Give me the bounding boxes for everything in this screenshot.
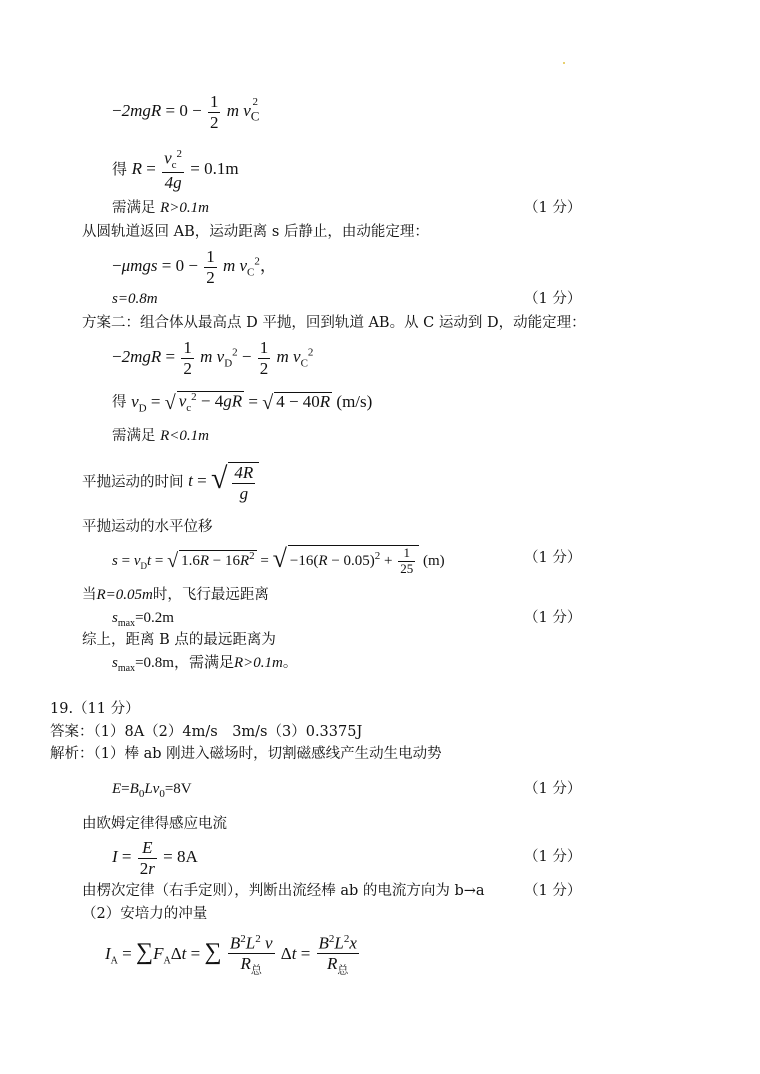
- displacement-formula: $s = v_Dt$ = √ $1.6R - 16R^2$ = √ $-16(R - 0.05)^2$ + $\frac{1}{25}$ (m): [112, 543, 445, 576]
- equation-friction: −μmgs = 0 − $\frac{1}{2}$ m $v_C^2$，: [112, 247, 277, 287]
- condition-lt: R<0.1m: [160, 428, 209, 444]
- lenz-text: 由楞次定律（右手定则），判断出流经棒 ab 的电流方向为 b→a: [82, 883, 485, 899]
- s-unit: (m): [423, 552, 445, 569]
- vd-unit: (m/s): [336, 391, 373, 411]
- score-6: （1 分）: [524, 849, 582, 865]
- time-formula: 平抛运动的时间 t = √ $\frac{4R}{g}$: [82, 462, 259, 503]
- impulse-formula: $I_A = \sum F_A\Delta t$ = ∑ $\frac{B^2L^2 v}{R_总}$ Δt = $\frac{B^2L^2x}{R_总}$: [105, 933, 357, 977]
- scheme-two-text: 方案二：组合体从最高点 D 平抛，回到轨道 AB。从 C 运动到 D，动能定理：: [82, 315, 586, 331]
- stray-mark: [563, 62, 565, 64]
- condition-gt: R>0.1m: [160, 200, 209, 216]
- displacement-text: 平抛运动的水平位移: [82, 519, 213, 535]
- score-2: （1 分）: [524, 291, 582, 307]
- current-formula: I = $\frac{E}{2r}$ = 8A: [112, 838, 198, 878]
- summary-text: 综上，距离 B 点的最远距离为: [82, 632, 276, 648]
- final-a: =0.8m，需满足: [135, 655, 234, 671]
- ohm-text: 由欧姆定律得感应电流: [82, 816, 227, 832]
- need-r-lt: [112, 429, 209, 444]
- result-r-min: 得 R = $\frac{v_c^2}{4g}$ = 0.1m: [112, 148, 239, 192]
- score-5: （1 分）: [524, 781, 582, 797]
- de-label: 得: [112, 160, 128, 179]
- smax-value: $s_{max}=0.2m$: [112, 610, 174, 629]
- emf-formula: $E=B_0Lv_0=8V$: [112, 781, 192, 800]
- s-value: [112, 292, 158, 307]
- q19-answer: 答案：（1）8A（2）4m/s 3m/s（3）0.3375J: [50, 724, 363, 740]
- r-result-value: = 0.1m: [190, 159, 239, 179]
- smax-equals: =0.2m: [135, 610, 174, 626]
- part2-text: （2）安培力的冲量: [82, 906, 208, 922]
- need-label-2: 需满足: [112, 428, 156, 444]
- result-vd: 得 $v_D$ = √ $v_c^2 - 4gR$ = √ 4 − 40R (m/s): [112, 391, 373, 415]
- de-label-2: 得: [112, 394, 127, 411]
- when-label-b: 时，飞行最远距离: [152, 587, 269, 603]
- q19-header: 19.（11 分）: [50, 701, 140, 717]
- score-3: （1 分）: [524, 550, 582, 566]
- when-r-value: R=0.05m: [96, 587, 153, 603]
- r-total-sub-1: 总: [250, 964, 262, 977]
- score-4: （1 分）: [524, 610, 582, 626]
- time-text: 平抛运动的时间: [82, 474, 184, 491]
- need-label: 需满足: [112, 200, 156, 216]
- final-c: 。: [282, 655, 298, 671]
- r-total-sub-2: 总: [337, 964, 349, 977]
- s-equals: s=0.8m: [112, 291, 158, 307]
- need-r-gt: [112, 201, 209, 216]
- when-label: 当: [82, 587, 97, 603]
- score-7: （1 分）: [524, 883, 582, 899]
- score-1: （1 分）: [524, 200, 582, 216]
- equation-c-to-d: −2mgR = $\frac{1}{2}$ m $v_D^2$ − $\frac{1}{2}$ m $v_C^2$: [112, 338, 314, 378]
- equation-energy-top: −2mgR = 0 − $\frac{1}{2}$ m $v_C^2$: [112, 92, 260, 132]
- final-answer: $s_{max}=0.8m$，需满足R>0.1m。: [112, 655, 298, 674]
- when-r-text: [82, 588, 269, 603]
- return-text: 从圆轨道返回 AB，运动距离 s 后静止，由动能定理：: [82, 224, 429, 240]
- q19-analysis: 解析：（1）棒 ab 刚进入磁场时，切割磁感线产生动生电动势: [50, 746, 442, 762]
- final-b: R>0.1m: [233, 655, 283, 671]
